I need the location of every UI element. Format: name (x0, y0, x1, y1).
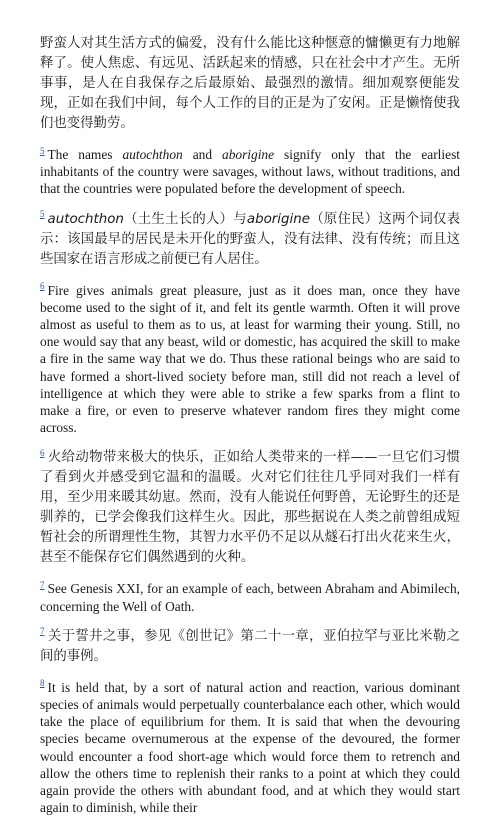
chinese-paragraph (40, 210, 460, 270)
footnote-link[interactable]: 8 (40, 678, 45, 689)
paragraph-text: （土生土长的人）与 (123, 211, 247, 227)
paragraph-text: The names (47, 147, 123, 162)
footnote-link[interactable]: 5 (40, 145, 45, 156)
italic-term: autochthon (122, 147, 183, 162)
paragraph-text: and (182, 147, 222, 162)
footnote-link[interactable]: 5 (40, 209, 45, 220)
paragraph-text: Fire gives animals great pleasure, just as it does man, once they have become used to the sight of it, and felt its gentle warmth. Often it will prove almost as useful to them as to us, at least for warming their young. Still, no one would say that any beast, wild or domestic, has acquired the skill to make a fire in the same way that we do. Thus these rational beings who are said to have formed a short-lived society before man, still did not reach a level of intelligence at which they were able to strike a few sparks from a flint to make a fire, or even to preserve whatever random fires they might come across. (40, 282, 460, 436)
english-paragraph (40, 282, 460, 437)
footnote-link[interactable]: 6 (40, 447, 45, 458)
paragraph-text: （原住民）这两个词仅表示：该国最早的居民是未开化的野蛮人，没有法律、没有传统；而且这些国家在语言形成之前便已有人居住。 (40, 211, 461, 267)
italic-term: aborigine (222, 147, 275, 162)
footnote-link[interactable]: 6 (40, 281, 45, 292)
paragraph-text: signify only that the earliest inhabitants of the country were savages, without laws, without traditions, and that the countries were populated before the development of speech. (40, 147, 461, 197)
italic-term: autochthon (47, 211, 124, 227)
paragraph-text: It is held that, by a sort of natural action and reaction, various dominant species of animals would perpetually counterbalance each other, which would take the place of equilibrium for them. It is said that when the devouring species became overnumerous at the expense of the devoured, the former would encounter a food short-age which would force them to retrench and allow the others time to replenish their ranks to a point at which they could again provide the others with abundant food, and at which they would start again to diminish, while their (40, 679, 460, 816)
footnote-link[interactable]: 7 (40, 626, 45, 637)
paragraph-text: 关于誓井之事，参见《创世记》第二十一章，亚伯拉罕与亚比米勒之间的事例。 (40, 628, 460, 664)
italic-term: aborigine (246, 211, 310, 227)
paragraph-text: See Genesis XXI, for an example of each, between Abraham and Abimilech, concerning the Well of Oath. (40, 581, 460, 614)
english-paragraph (40, 146, 460, 198)
chinese-paragraph (40, 34, 460, 134)
english-paragraph (40, 580, 460, 614)
english-paragraph (40, 679, 460, 816)
paragraph-text: 野蛮人对其生活方式的偏爱，没有什么能比这种惬意的慵懒更有力地解释了。使人焦虑、有远见、活跃起来的情感，只在社会中才产生。无所事事，是人在自我保存之后最原始、最强烈的激情。细加观察便能发现，正如在我们中间，每个人工作的目的正是为了安闲。正是懒惰使我们也变得勤劳。 (40, 36, 460, 131)
chinese-paragraph (40, 627, 460, 667)
chinese-paragraph (40, 448, 460, 568)
footnote-link[interactable]: 7 (40, 579, 45, 590)
paragraph-text: 火给动物带来极大的快乐，正如给人类带来的一样——一旦它们习惯了看到火并感受到它温和的温暖。火对它们往往几乎同对我们一样有用，至少用来暖其幼崽。然而，没有人能说任何野兽，无论野生的还是驯养的，已学会像我们这样生火。因此，那些据说在人类之前曾组成短暂社会的所谓理性生物，其智力水平仍不足以从燧石打出火花来生火，甚至不能保存它们偶然遇到的火种。 (40, 450, 460, 566)
document-body (40, 34, 460, 816)
